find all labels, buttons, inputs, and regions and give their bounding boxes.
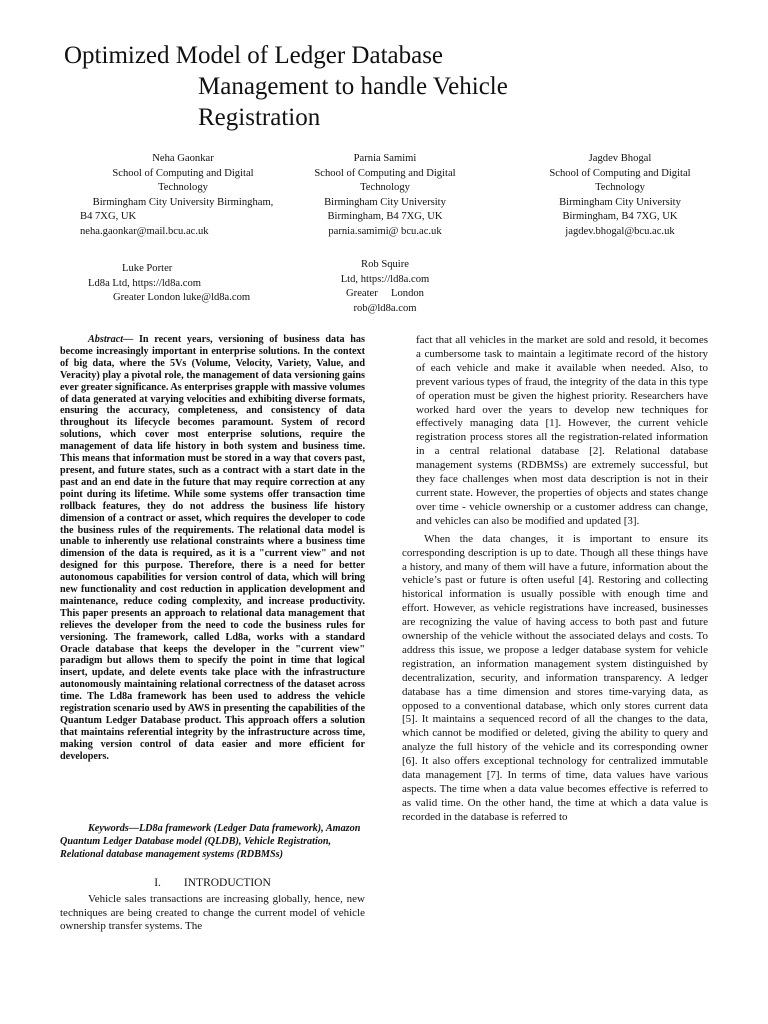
intro-paragraph-2: When the data changes, it is important to ensure its corresponding description is up to date. Though all these things have a history, and many of them will have a future, information about the vehicle’s past or future is often useful [4]. Restoring and collecting historical information is usually possible with enough time and effort. However, as vehicle registrations have increased, businesses are recognizing the value of having access to both past and future ownership of the vehicle without the associated delays and costs. To address this issue, we propose a ledger database system for vehicle registration, an information management system distinguished by decentralization, security, and information transparency. A ledger database has a time dimension and stores time-varying data, as opposed to a conventional database, which only stores current data [5]. It maintains a sequenced record of all the changes to the data, which cannot be modified or deleted, giving the ability to query and analyze the full history of the vehicle and its corresponding owner [6]. It also offers exceptional technology for centralized immutable data management [7]. In terms of time, data values have various aspects. The time when a data value becomes effective is referred to as valid time. On the other hand, the time at which a data value is recorded in the database is referred to [402,532,708,823]
author-name: Neha Gaonkar [152,153,214,164]
author-email: Greater London luke@ld8a.com [113,292,251,304]
author-affiliation: Birmingham City University [559,196,681,208]
author-affiliation: Birmingham City University [324,196,446,208]
title-line-2: Management to handle Vehicle [198,73,508,100]
author-affiliation: Technology [158,182,208,194]
author-email: jagdev.bhogal@bcu.ac.uk [565,225,675,237]
title-line-1: Optimized Model of Ledger Database [64,42,444,69]
author-address: B4 7XG, UK [80,211,137,223]
author-affiliation: School of Computing and Digital [314,167,456,179]
paper-title [64,40,704,133]
author-affiliation: Ld8a Ltd, https://ld8a.com [88,277,201,289]
author-email: rob@ld8a.com [353,302,417,314]
keywords-text: LD8a framework (Ledger Data framework), Amazon Quantum Ledger Database model (QLDB), Vehicle Registration, Relational database management systems (RDBMSs) [60,823,361,860]
author-affiliation: Birmingham City University Birmingham, [92,196,274,208]
author-email: parnia.samimi@ bcu.ac.uk [328,225,442,237]
keywords-label: Keywords— [88,823,139,834]
intro-paragraph-continued: fact that all vehicles in the market are sold and resold, it becomes a cumbersome task to maintain a legitimate record of the history of each vehicle and make it available when needed. Also, to prevent various types of fraud, the integrity of the data in this type of operation must be given the highest priority. Researchers have worked hard over the years to develop new techniques for effectively managing data [1]. However, the current vehicle registration process stores all the registration-related information in a central relational database [2]. Relational database management systems (RDBMSs) are extremely successful, but they face challenges when most data description is not in their current state. However, the properties of objects and states change over time - vehicle ownership or a customer address can change, and vehicles can also be modified and updated [3]. [416,334,708,527]
author-address: Birmingham, B4 7XG, UK [562,211,678,223]
right-column [402,334,708,825]
abstract [60,334,365,763]
author-block-2 [300,152,470,240]
abstract-label: Abstract— [88,334,134,345]
author-affiliation: School of Computing and Digital [112,167,254,179]
abstract-text: In recent years, versioning of business data has become increasingly important in enterprise solutions. In the context of big data, where the 5Vs (Volume, Velocity, Variety, Value, and Veracity) play a pivotal role, the management of data versioning gains ever greater significance. As enterprises grapple with massive volumes of data generated at varying velocities and exhibiting diverse formats, ensuring the accuracy, completeness, and consistency of data throughout its lifecycle becomes paramount. System of record solutions, which cover most enterprise solutions, require the management of data life history in both system and business time. This means that information must be stored in a way that covers past, present, and future states, such as a contract with a start date in the past and an end date in the future that may require correction at any point during its lifetime. While some systems offer transaction time rollback features, they do not address the business life history dimension of a contract or asset, which requires the developer to code the business rules of the requirements. The relational data model is unable to inherently use relational constraints where a business time dimension of the data is required, as it is a "current view" and not designed for this purpose. Therefore, there is a need for better autonomous capabilities for version control of data, which will bring new functionality and cost reduction in application development and maintenance, reduce coding complexity, and increase productivity. This paper presents an approach to relational data management that relieves the developer from the need to code the business rules for versioning. The framework, called Ld8a, works with a standard Oracle database that keeps the developer in the "current view" paradigm but allows them to specify the point in time that logical insert, update, and delete events take place with the infrastructure autonomously maintaining relational correctness of the dataset across time. The Ld8a framework has been used to address the vehicle registration scenario used by AWS in presenting the capabilities of the Quantum Ledger Database product. This approach offers a solution that maintains referential integrity by the infrastructure across time, making version control of data easier and more efficient for developers. [60,334,365,762]
author-name: Parnia Samimi [353,153,417,164]
author-block-3 [532,152,708,240]
author-email: neha.gaonkar@mail.bcu.ac.uk [80,225,209,237]
author-affiliation: School of Computing and Digital [549,167,691,179]
title-line-3: Registration [198,104,321,131]
author-affiliation: Technology [360,182,410,194]
author-name: Rob Squire [361,259,409,270]
author-name: Luke Porter [122,263,173,274]
author-block-5 [322,258,448,316]
author-affiliation: Technology [595,182,645,194]
keywords [60,822,365,861]
author-block-1 [70,152,296,240]
section-heading-introduction: I. INTRODUCTION [154,877,271,889]
author-name: Jagdev Bhogal [588,153,652,164]
author-address: Birmingham, B4 7XG, UK [327,211,443,223]
author-affiliation: Ltd, https://ld8a.com [340,273,430,285]
author-block-4 [78,262,278,306]
author-address: Greater London [346,288,424,300]
intro-paragraph-left: Vehicle sales transactions are increasing globally, hence, new techniques are being created to change the current model of vehicle ownership transfer systems. The [60,893,365,933]
